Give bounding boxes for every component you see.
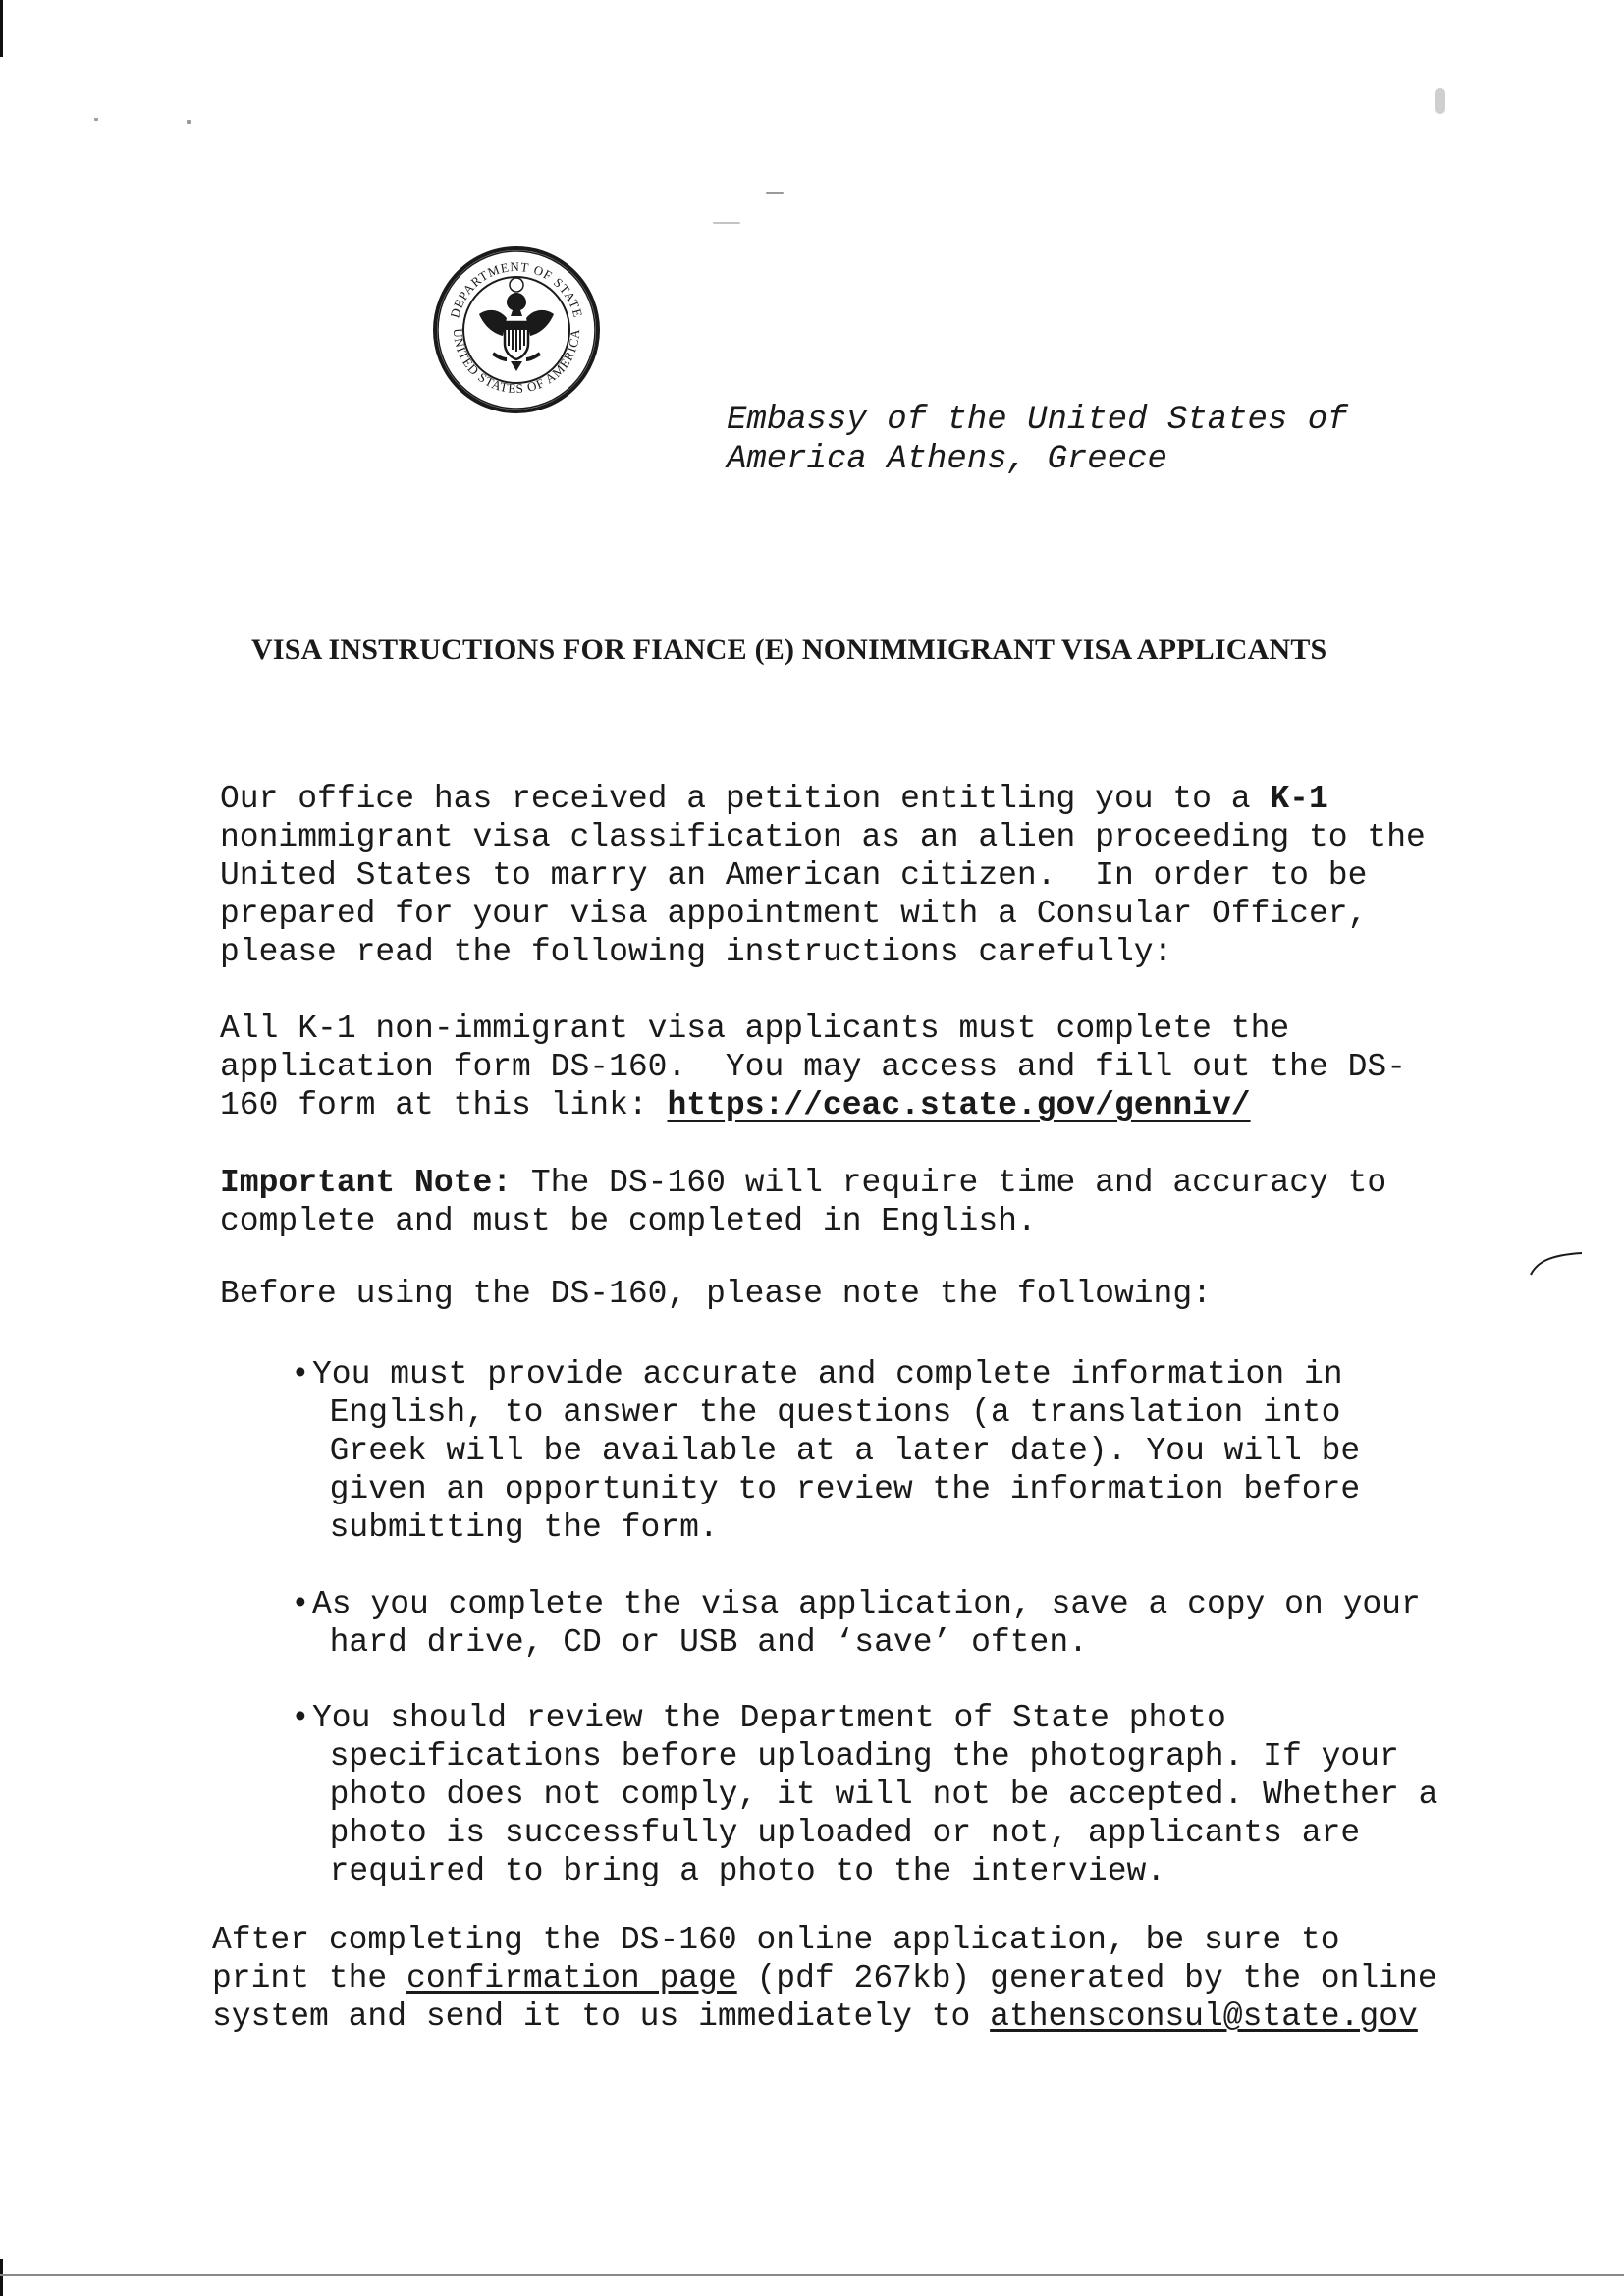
bullet-rest: hard drive, CD or USB and ‘save’ often. <box>291 1624 1088 1661</box>
important-note-label: Important Note: <box>220 1165 513 1201</box>
scan-speck <box>713 222 740 224</box>
important-note <box>220 1164 1496 1240</box>
scan-edge-mark <box>0 0 3 57</box>
bullet-rest: specifications before uploading the photograph. If your photo does not comply, it will not be accepted. Whether a photo is successfully uploaded or not, applicants are required to bring a photo to the interview. <box>329 1738 1438 1889</box>
scan-speck <box>766 192 784 194</box>
seal-ring-text-bottom: UNITED STATES OF AMERICA <box>450 327 583 397</box>
visa-class-k1: K-1 <box>1270 781 1328 817</box>
ds160-paragraph <box>220 1010 1496 1124</box>
bullet-rest: English, to answer the questions (a translation into Greek will be available at a later date). You will be given an opportunity to review the information before submitting the form. <box>329 1394 1361 1546</box>
intro-rest-text: nonimmigrant visa classification as an alien proceeding to the United States to marry an American citizen. In order to be prepared for your visa appointment with a Consular Officer, please read the following instructions carefully: <box>220 819 1426 970</box>
embassy-line-2: America Athens, Greece <box>727 441 1167 478</box>
bullet-dot-icon: • <box>291 1356 310 1393</box>
after-line-2-post: (pdf 267kb) generated by the online <box>736 1960 1437 1996</box>
after-line-3-pre: system and send it to us immediately to <box>212 1998 991 2035</box>
bullet-first-line: You must provide accurate and complete information in <box>312 1356 1343 1393</box>
bullet-item <box>291 1699 1508 1890</box>
scan-speck <box>187 120 191 124</box>
confirmation-page-link[interactable]: confirmation page <box>406 1960 737 1996</box>
bullet-dot-icon: • <box>291 1586 310 1622</box>
after-line-2-pre: print the <box>212 1960 407 1996</box>
scan-bottom-line <box>0 2274 1624 2276</box>
scan-speck <box>1435 88 1445 114</box>
intro-paragraph <box>220 780 1496 971</box>
seal-ring-text-top: DEPARTMENT OF STATE <box>447 258 586 320</box>
ds160-text: All K-1 non-immigrant visa applicants must complete the application form DS-160. You may access and fill out the DS- 160 form at this link: <box>220 1011 1406 1123</box>
department-of-state-seal-icon <box>432 246 601 414</box>
pen-mark-icon <box>1527 1249 1586 1279</box>
bullet-first-line: You should review the Department of State photo <box>312 1700 1226 1736</box>
embassy-header <box>727 401 1434 479</box>
after-line-1: After completing the DS-160 online application, be sure to <box>212 1922 1340 1958</box>
before-using-text: Before using the DS-160, please note the following: <box>220 1276 1212 1312</box>
after-completing-paragraph <box>212 1921 1508 2036</box>
bullet-item <box>291 1585 1508 1662</box>
important-note-text: The DS-160 will require time and accuracy to complete and must be completed in English. <box>220 1165 1387 1239</box>
bullet-dot-icon: • <box>291 1700 310 1736</box>
page-title: VISA INSTRUCTIONS FOR FIANCE (E) NONIMMIGRANT VISA APPLICANTS <box>251 633 1327 666</box>
embassy-line-1: Embassy of the United States of <box>727 402 1348 439</box>
bullet-first-line: As you complete the visa application, save a copy on your <box>312 1586 1421 1622</box>
email-link[interactable]: athensconsul@state.gov <box>990 1998 1418 2035</box>
ceac-link[interactable]: https://ceac.state.gov/genniv/ <box>667 1087 1251 1123</box>
bullet-item <box>291 1355 1508 1547</box>
intro-line1-text: Our office has received a petition entitling you to a <box>220 781 1271 817</box>
scan-speck <box>94 118 98 121</box>
scan-edge-mark-bottom-left <box>0 2259 3 2296</box>
eagle-icon <box>479 278 554 371</box>
